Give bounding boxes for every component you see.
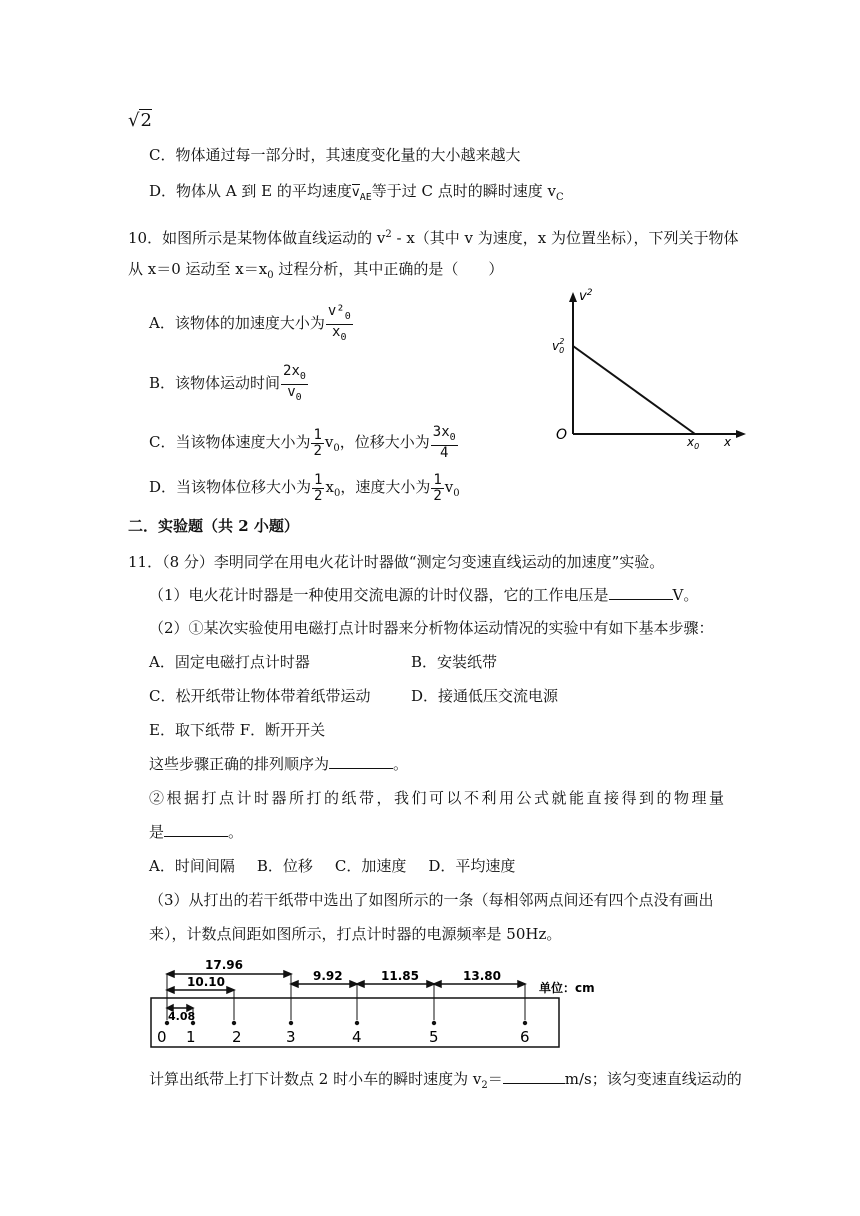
v2-x-line xyxy=(573,346,695,434)
unit-label: 单位：cm xyxy=(539,981,595,995)
choice-c: C．加速度 xyxy=(334,857,407,875)
q11-step-d: D．接通低压交流电源 xyxy=(411,687,559,705)
point-label: 0 xyxy=(157,1028,167,1046)
point-label: 4 xyxy=(352,1028,362,1046)
q11-step-b: B．安装纸带 xyxy=(411,653,498,671)
point-label: 2 xyxy=(232,1028,242,1046)
fraction: $\frac{3x_0}{4}$ xyxy=(432,424,456,461)
dist-label: 9.92 xyxy=(313,969,343,983)
q10-option-d: D．当该物体位移大小为 $\frac{1}{2}$ $x_0$，速度大小为 $\frac{1}{2}$ $v_0$ xyxy=(149,471,460,504)
q11-step-c: C．松开纸带让物体带着纸带运动 xyxy=(149,687,371,705)
fraction: $\frac{1}{2}$ xyxy=(313,426,322,459)
q10-stem-line1: 10．如图所示是某物体做直线运动的 $v^2 - x$（其中 v 为速度，x 为位置坐标），下列关于物体 xyxy=(128,229,739,247)
point-label: 5 xyxy=(429,1028,439,1046)
fraction: $\frac{2x_0}{v_0}$ xyxy=(283,362,306,403)
fraction: $\frac{1}{2}$ xyxy=(314,471,323,504)
q11-stem: 11．（8 分）李明同学在用电火花计时器做“测定匀变速直线运动的加速度”实验。 xyxy=(128,553,665,571)
choice-a: A．时间间隔 xyxy=(149,857,235,875)
point-label: 1 xyxy=(186,1028,196,1046)
x-axis-arrow-icon xyxy=(736,430,746,438)
q11-part2b-line2: 是 。 xyxy=(149,823,244,841)
q11-last-line: 计算出纸带上打下计数点 2 时小车的瞬时速度为 $v_2= m/s$；该匀变速直线运动的 xyxy=(149,1070,742,1091)
section-title: 二．实验题（共 2 小题） xyxy=(128,517,299,535)
q10-option-c: C．当该物体速度大小为 $\frac{1}{2}$ $v_0$，位移大小为 $\frac{3x_0}{4}$ xyxy=(149,424,456,461)
q9-option-c: C．物体通过每一部分时，其速度变化量的大小越来越大 xyxy=(149,146,521,164)
q11-step-ef: E．取下纸带 F．断开开关 xyxy=(149,721,326,739)
q11-part3-line2: 来），计数点间距如图所示，打点计时器的电源频率是 50Hz。 xyxy=(149,925,562,943)
sqrt-icon: √ xyxy=(128,110,140,131)
answer-blank[interactable] xyxy=(164,822,228,837)
dist-label: 13.80 xyxy=(463,969,501,983)
y-axis-label: $v^2$ xyxy=(579,288,593,304)
y-axis-arrow-icon xyxy=(569,292,577,302)
q11-part1: （1）电火花计时器是一种使用交流电源的计时仪器，它的工作电压是 V。 xyxy=(149,586,699,604)
q11-part2b-line1: ②根据打点计时器所打的纸带，我们可以不利用公式就能直接得到的物理量 xyxy=(149,789,727,807)
q11-order: 这些步骤正确的排列顺序为 。 xyxy=(149,755,409,773)
answer-blank[interactable] xyxy=(329,754,393,769)
q10-option-b: B．该物体运动时间 $\frac{2x_0}{v_0}$ xyxy=(149,362,306,403)
answer-blank[interactable] xyxy=(609,585,673,600)
point-label: 3 xyxy=(286,1028,296,1046)
point-label: 6 xyxy=(520,1028,530,1046)
dist-label: 17.96 xyxy=(205,958,243,972)
choice-d: D．平均速度 xyxy=(428,857,516,875)
q9-option-d: D．物体从 A 到 E 的平均速度$v_{AE}$等于过 C 点时的瞬时速度 $v_C$ xyxy=(149,182,564,203)
y-mark-label: $v_02$ xyxy=(552,337,565,355)
origin-label: O xyxy=(556,427,568,443)
fraction: $\frac{v^2_0}{x_0}$ xyxy=(327,302,351,343)
v2-x-graph xyxy=(548,284,748,454)
sqrt-fragment: √2 xyxy=(128,110,152,131)
q10-option-a: A．该物体的加速度大小为 $\frac{v^2_0}{x_0}$ xyxy=(149,302,351,343)
dist-label: 4.08 xyxy=(168,1010,196,1023)
fraction: $\frac{1}{2}$ xyxy=(433,471,442,504)
choice-b: B．位移 xyxy=(256,857,313,875)
q10-stem-line2: 从 x＝0 运动至 $x=x_0$ 过程分析，其中正确的是（ ） xyxy=(128,260,504,281)
q11-choices xyxy=(149,855,515,877)
q11-step-a: A．固定电磁打点计时器 xyxy=(149,653,310,671)
x-axis-label: x xyxy=(724,435,732,449)
answer-blank[interactable] xyxy=(503,1069,565,1084)
dist-label: 10.10 xyxy=(187,975,225,989)
x-mark-label: $x_0$ xyxy=(687,435,700,451)
paper-tape-diagram xyxy=(145,958,615,1050)
q11-part2: （2）①某次实验使用电磁打点计时器来分析物体运动情况的实验中有如下基本步骤： xyxy=(149,619,714,637)
q11-part3-line1: （3）从打出的若干纸带中选出了如图所示的一条（每相邻两点间还有四个点没有画出 xyxy=(149,891,714,909)
dist-label: 11.85 xyxy=(381,969,419,983)
